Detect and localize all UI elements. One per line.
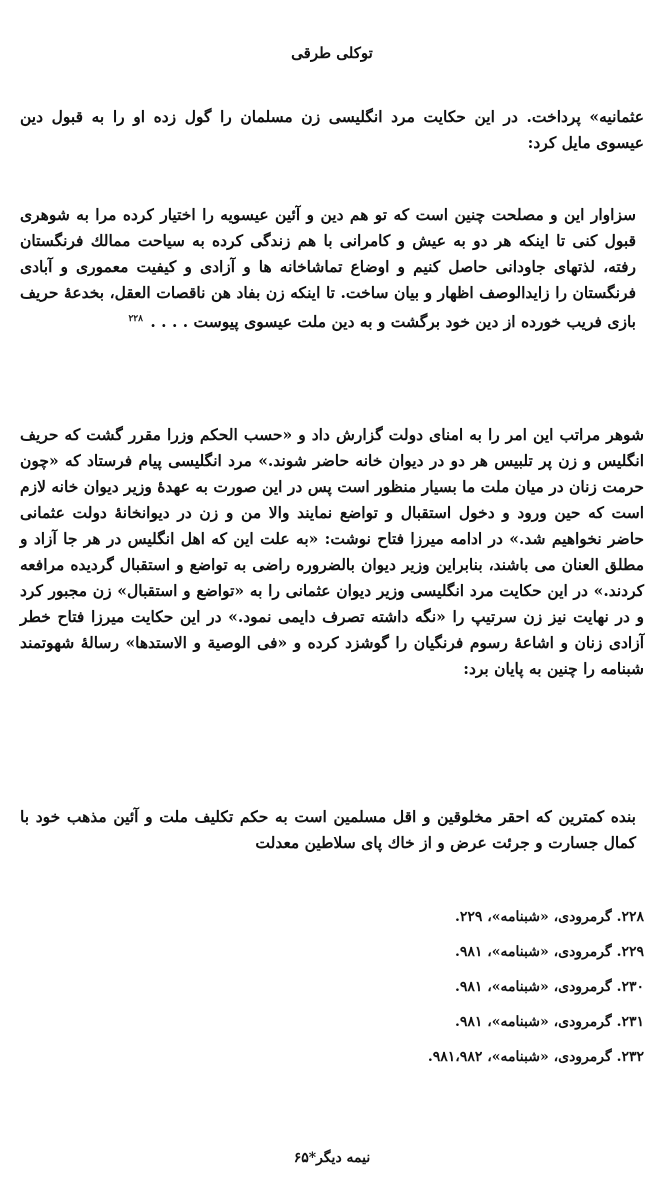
paragraph-text: شوهر مراتب این امر را به امنای دولت گزارش داد و «حسب الحکم وزرا مقرر گشت که حریف انگلیس و زن پر تلبیس هر دو در دیوان خانه حاضر شوند.» مرد انگلیسی پیام فرستاد که «چون حرمت زنان در میان ملت ما بسیار منظور است پس در این صورت به عهدهٔ وزیر دیوان خانه لازم است که حین ورود و دخول استقبال و تواضع نمایند والا من و زن در دیوانخانهٔ دولت عثمانی حاضر نخواهیم شد.» در ادامه میرزا فتاح نوشت: «به علت این که اهل انگلیس در هر جا آزاد و مطلق العنان می باشند، بنابراین وزیر دیوان بالضروره راضی به تواضع و استقبال گردیده مرافعه کردند.» در این حکایت مرد انگلیسی وزیر دیوان عثمانی را به «تواضع و استقبال» زن مجبور کرد و در نهایت نیز زن سرتیپ را «نگه داشته تصرف دایمی نمود.» در این حکایت میرزا فتاح خطر آزادی زنان و اشاعهٔ رسوم فرنگیان را گوشزد کرده و «فی الوصیة و الاستدها» رسالهٔ شهوتمند شبنامه را چنین به پایان برد: <box>20 425 644 678</box>
footnote-item <box>20 1005 644 1040</box>
footnote-text: گرمرودی، «شبنامه»، ۹۸۱. <box>454 979 612 995</box>
footnote-item <box>20 935 644 970</box>
footnote-number: ۲۳۱. <box>616 1014 644 1030</box>
footnote-number: ۲۳۰. <box>616 979 644 995</box>
footnote-number: ۲۳۲. <box>616 1049 644 1065</box>
footnote-item <box>20 970 644 1005</box>
page-footer: نیمه دیگر*۶۵ <box>293 1150 371 1166</box>
footnote-ref: ۲۲۸ <box>128 314 143 324</box>
footnote-number: ۲۲۹. <box>616 944 644 960</box>
paragraph-body <box>20 422 644 682</box>
footnote-text: گرمرودی، «شبنامه»، ۲۲۹. <box>454 909 612 925</box>
paragraph-intro <box>20 104 644 156</box>
paragraph-text: عثمانیه» پرداخت. در این حکایت مرد انگلیسی زن مسلمان را گول زده او را به قبول دین عیسوی مایل کرد: <box>20 107 644 152</box>
paragraph-quote <box>20 202 636 335</box>
footnote-text: گرمرودی، «شبنامه»، ۹۸۱،۹۸۲. <box>427 1049 612 1065</box>
paragraph-closing-quote <box>20 804 636 856</box>
footnote-item <box>20 1040 644 1075</box>
footnotes <box>20 900 644 1075</box>
footnote-item <box>20 900 644 935</box>
running-header: توکلی طرقی <box>291 44 373 62</box>
footnote-text: گرمرودی، «شبنامه»، ۹۸۱. <box>454 1014 612 1030</box>
footnote-text: گرمرودی، «شبنامه»، ۹۸۱. <box>454 944 612 960</box>
footnote-number: ۲۲۸. <box>616 909 644 925</box>
paragraph-text: سزاوار این و مصلحت چنین است که تو هم دین و آئین عیسویه را اختیار کرده مرا به شوهری قبول کنی تا اینکه هر دو به عیش و کامرانی با هم زندگی کرده به سیاحت ممالك فرنگستان رفته، لذتهای جاودانی حاصل کنیم و اوضاع تماشاخانه ها و آزادی و کیفیت معموری و آبادی فرنگستان را زایدالوصف اظهار و بیان ساخت. تا اینکه زن بفاد هن ناقصات العقل، بخدعهٔ حریف بازی فریب خورده از دین خود برگشت و به دین ملت عیسوی پیوست . . . . <box>20 205 636 332</box>
paragraph-text: بنده کمترین که احقر مخلوقین و اقل مسلمین است به حکم تکلیف ملت و آئین مذهب خود با کمال جسارت و جرئت عرض و از خاك پای سلاطین معدلت <box>20 807 636 852</box>
